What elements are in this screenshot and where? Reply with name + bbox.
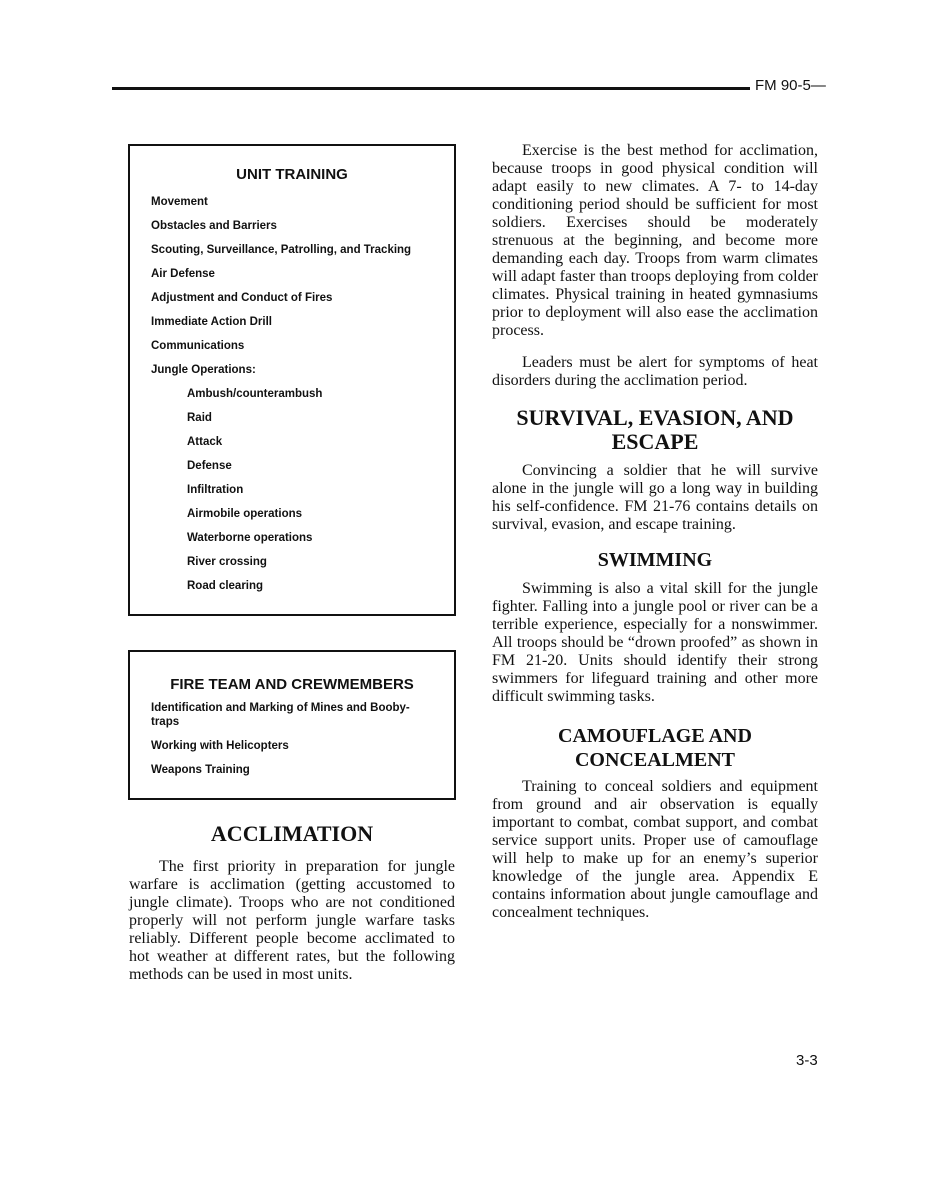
fire-team-list (130, 701, 454, 777)
unit-training-box (128, 144, 456, 616)
fire-team-box (128, 650, 456, 800)
unit-training-title: UNIT TRAINING (236, 166, 348, 183)
sub-list-item: Airmobile operations (187, 508, 303, 520)
sub-list-item: Infiltration (187, 484, 244, 496)
swimming-paragraph: Swimming is also a vital skill for the jungle fighter. Falling into a jungle pool or river can be a terrible experience, especially for a nonswimmer. All troops should be “drown proofed” as shown in FM 21-20. Units should identify their strong swimmers for lifeguard training and other more difficult swimming tasks. (492, 580, 818, 705)
list-item: Scouting, Surveillance, Patrolling, and Tracking (151, 244, 412, 256)
list-item: Adjustment and Conduct of Fires (151, 292, 333, 304)
list-item: Air Defense (151, 268, 215, 280)
right-column (492, 142, 818, 922)
list-item: Immediate Action Drill (151, 316, 272, 328)
camouflage-heading: CAMOUFLAGE AND CONCEALMENT (558, 725, 752, 771)
sub-list-item: Attack (187, 436, 223, 448)
manual-id: FM 90-5— (755, 77, 826, 94)
fire-team-title: FIRE TEAM AND CREWMEMBERS (170, 676, 414, 693)
sub-list-item: River crossing (187, 556, 267, 568)
list-item: Working with Helicopters (151, 740, 289, 752)
acclimation-paragraph-2: Exercise is the best method for acclimation, because troops in good physical condition will adapt easily to new climates. A 7- to 14-day conditioning period should be sufficient for most soldiers. Exercises should be moderately strenuous at the beginning, and become more demanding each day. Troops from warm climates will adapt faster than troops deploying from colder climates. Physical training in heated gymnasiums prior to deployment will also ease the acclimation process. (492, 142, 818, 339)
acclimation-paragraph-1: The first priority in preparation for jungle warfare is acclimation (getting accustomed to jungle climate). Troops who are not conditioned properly will not perform jungle warfare tasks reliably. Different people become acclimated to hot weather at different rates, but the following methods can be used in most units. (129, 858, 455, 983)
list-item: Movement (151, 196, 208, 208)
left-column (129, 822, 455, 984)
list-item: Weapons Training (151, 764, 250, 776)
sub-list-item: Waterborne operations (187, 532, 313, 544)
list-item: Obstacles and Barriers (151, 220, 277, 232)
list-item: Jungle Operations: (151, 364, 256, 376)
sub-list-item: Road clearing (187, 580, 264, 592)
header-rule (112, 87, 750, 90)
list-item: Communications (151, 340, 245, 352)
sub-list-item: Raid (187, 412, 212, 424)
camouflage-paragraph: Training to conceal soldiers and equipment from ground and air observation is equally important to combat, combat support, and combat service support units. Proper use of camouflage will help to make up for an enemy’s superior knowledge of the jungle area. Appendix E contains information about jungle camouflage and concealment techniques. (492, 778, 818, 921)
page-number: 3-3 (796, 1052, 818, 1069)
list-item: Identification and Marking of Mines and Booby-traps (151, 702, 410, 728)
acclimation-heading: ACCLIMATION (210, 821, 374, 846)
sub-list-item: Defense (187, 460, 232, 472)
swimming-heading: SWIMMING (597, 549, 713, 571)
acclimation-paragraph-3: Leaders must be alert for symptoms of heat disorders during the acclimation period. (492, 354, 818, 389)
unit-training-list (130, 195, 454, 603)
survival-heading: SURVIVAL, EVASION, AND ESCAPE (516, 405, 794, 454)
sub-list-item: Ambush/counterambush (187, 388, 323, 400)
survival-paragraph: Convincing a soldier that he will survive alone in the jungle will go a long way in building his self-confidence. FM 21-76 contains details on survival, evasion, and escape training. (492, 462, 818, 533)
